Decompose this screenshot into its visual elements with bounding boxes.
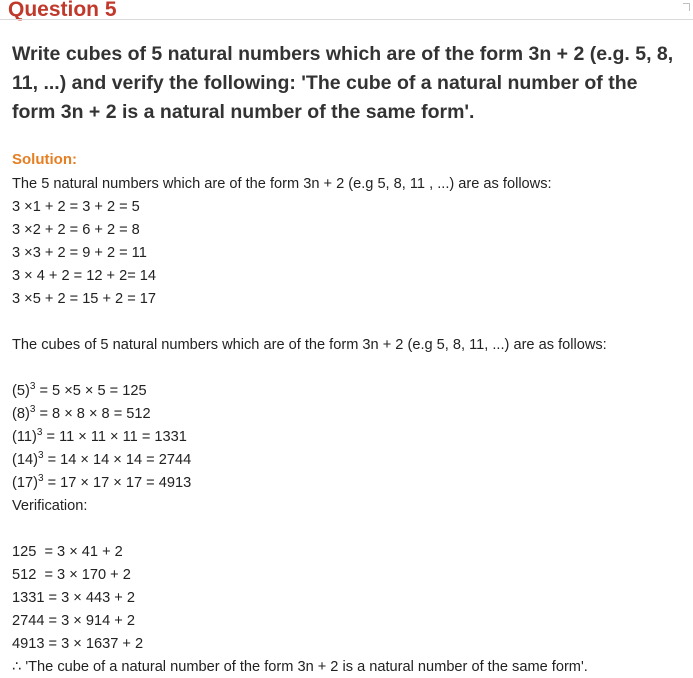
number-line: 3 ×2 + 2 = 6 + 2 = 8 bbox=[12, 222, 140, 238]
solution-intro: The 5 natural numbers which are of the form 3n + 2 (e.g 5, 8, 11 , ...) are as follows: bbox=[12, 176, 552, 192]
cube-exponent: 3 bbox=[29, 381, 36, 393]
verification-line: 512 = 3 × 170 + 2 bbox=[12, 567, 131, 583]
cube-line bbox=[12, 404, 151, 424]
solution-label: Solution: bbox=[12, 151, 77, 168]
cube-exponent: 3 bbox=[37, 473, 44, 485]
verification-label: Verification: bbox=[12, 498, 88, 514]
cube-exponent: 3 bbox=[29, 404, 36, 416]
verification-line: 1331 = 3 × 443 + 2 bbox=[12, 590, 135, 606]
cube-result: = 17 × 17 × 17 = 4913 bbox=[43, 475, 192, 491]
corner-bracket-icon bbox=[683, 3, 690, 11]
verification-line: 2744 = 3 × 914 + 2 bbox=[12, 613, 135, 629]
cube-result: = 5 ×5 × 5 = 125 bbox=[35, 383, 147, 399]
cube-base: (11) bbox=[12, 429, 37, 445]
header-divider bbox=[0, 19, 693, 20]
verification-line: 125 = 3 × 41 + 2 bbox=[12, 544, 123, 560]
verification-line: 4913 = 3 × 1637 + 2 bbox=[12, 636, 144, 652]
question-title: Question 5 bbox=[8, 0, 117, 21]
cube-line bbox=[12, 381, 147, 401]
number-line: 3 ×1 + 2 = 3 + 2 = 5 bbox=[12, 199, 140, 215]
cube-line bbox=[12, 450, 191, 470]
number-line: 3 ×3 + 2 = 9 + 2 = 11 bbox=[12, 245, 147, 261]
number-line: 3 × 4 + 2 = 12 + 2= 14 bbox=[12, 268, 157, 284]
cube-exponent: 3 bbox=[36, 427, 43, 439]
cube-base: (8) bbox=[12, 406, 30, 422]
cubes-intro: The cubes of 5 natural numbers which are of the form 3n + 2 (e.g 5, 8, 11, ...) are as follows: bbox=[12, 337, 607, 353]
cube-line bbox=[12, 473, 191, 493]
cube-base: (5) bbox=[12, 383, 30, 399]
cube-exponent: 3 bbox=[37, 450, 44, 462]
number-line: 3 ×5 + 2 = 15 + 2 = 17 bbox=[12, 291, 157, 307]
cube-base: (14) bbox=[12, 452, 38, 468]
cube-result: = 8 × 8 × 8 = 512 bbox=[35, 406, 151, 422]
cube-base: (17) bbox=[12, 475, 38, 491]
question-text: Write cubes of 5 natural numbers which are of the form 3n + 2 (e.g. 5, 8, 11, ...) and verify the following: 'The cube of a natural number of the form 3n + 2 is a natural number of the same form'. bbox=[12, 43, 674, 123]
cube-result: = 14 × 14 × 14 = 2744 bbox=[43, 452, 192, 468]
cube-line bbox=[12, 427, 187, 447]
conclusion: ∴ 'The cube of a natural number of the form 3n + 2 is a natural number of the same form'. bbox=[12, 659, 588, 675]
question-header bbox=[0, 0, 693, 26]
cube-result: = 11 × 11 × 11 = 1331 bbox=[42, 429, 187, 445]
